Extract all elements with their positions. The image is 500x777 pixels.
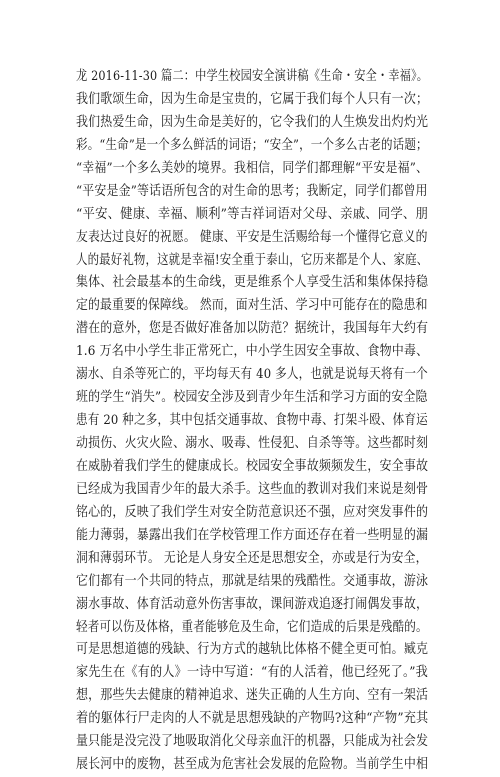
text-line: 在威胁着我们学生的健康成长。校园安全事故频频发生，安全事故 [76, 458, 429, 474]
text-line: 想，那些失去健康的精神追求、迷失正确的人生方向、空有一架活 [76, 688, 429, 704]
text-line: 能力薄弱，暴露出我们在学校管理工作方面还存在着一些明显的漏 [76, 527, 429, 543]
text-line: 动损伤、火灾火险、溺水、吸毒、性侵犯、自杀等等。这些都时刻 [76, 436, 429, 451]
text-line: 可是思想道德的残缺、行为方式的越轨比体格不健全更可怕。臧克 [76, 642, 429, 658]
text-line: 患有 20 种之多，其中包括交通事故、食物中毒、打架斗殴、体育运 [76, 413, 428, 429]
text-line: 定的最重要的保障线。 然而，面对生活、学习中可能存在的隐患和 [76, 298, 428, 314]
text-line: 潜在的意外，您是否做好准备加以防范？据统计，我国每年大约有 [76, 321, 429, 337]
text-line: 我们热爱生命，因为生命是美好的，它令我们的人生焕发出灼灼光 [76, 114, 429, 130]
text-line: 溺水、自杀等死亡的，平均每天有 40 多人，也就是说每天将有一个 [76, 367, 428, 383]
text-line: 溺水事故、体育活动意外伤害事故，课间游戏追逐打闹偶发事故， [76, 596, 429, 612]
text-line: 1.6 万名中小学生非正常死亡，中小学生因安全事故、食物中毒、 [76, 344, 429, 360]
text-line: 班的学生“消失”。校园安全涉及到青少年生活和学习方面的安全隐 [76, 390, 428, 406]
text-line: 已经成为我国青少年的最大杀手。这些血的教训对我们来说是刻骨 [76, 481, 429, 497]
text-line: 它们都有一个共同的特点，那就是结果的残酷性。交通事故，游泳 [76, 573, 429, 589]
text-line: 洞和薄弱环节。 无论是人身安全还是思想安全，亦或是行为安全， [76, 550, 428, 566]
text-line: 着的躯体行尸走肉的人不就是思想残缺的产物吗?这种“产物”充其 [76, 711, 429, 727]
text-line: 家先生在《有的人》一诗中写道：“有的人活着，他已经死了。”我 [76, 665, 428, 681]
text-line: “平安、健康、幸福、顺利”等吉祥词语对父母、亲戚、同学、朋 [76, 206, 429, 222]
text-line: 龙 2016-11-30 篇二：中学生校园安全演讲稿《生命・安全・幸福》。 [76, 69, 429, 84]
text-line: 铭心的，反映了我们学生对安全防范意识还不强，应对突发事件的 [76, 504, 429, 520]
text-line: 轻者可以伤及体格，重者能够危及生命，它们造成的后果是残酷的。 [76, 619, 428, 635]
body-text [76, 66, 428, 777]
text-line: 人的最好礼物，这就是幸福!安全重于泰山，它历来都是个人、家庭、 [76, 252, 429, 268]
text-line: “平安是金”等话语所包含的对生命的思考；我断定，同学们都曾用 [76, 183, 428, 199]
text-line: 我们歌颂生命，因为生命是宝贵的，它属于我们每个人只有一次； [76, 91, 429, 107]
text-line: 量只能是没完没了地吸取消化父母亲血汗的机器，只能成为社会发 [76, 734, 429, 750]
text-line: 集体、社会最基本的生命线，更是维系个人享受生活和集体保持稳 [76, 275, 429, 291]
text-line: “幸福”一个多么美妙的境界。我相信，同学们都理解“平安是福”、 [76, 160, 429, 176]
text-line: 展长河中的废物，甚至成为危害社会发展的危险物。当前学生中相 [76, 757, 429, 773]
text-line: 友表达过良好的祝愿。 健康、平安是生活赐给每一个懂得它意义的 [76, 229, 428, 245]
text-line: 彩。“生命”是一个多么鲜活的词语；“安全”，一个多么古老的话题； [76, 137, 428, 153]
